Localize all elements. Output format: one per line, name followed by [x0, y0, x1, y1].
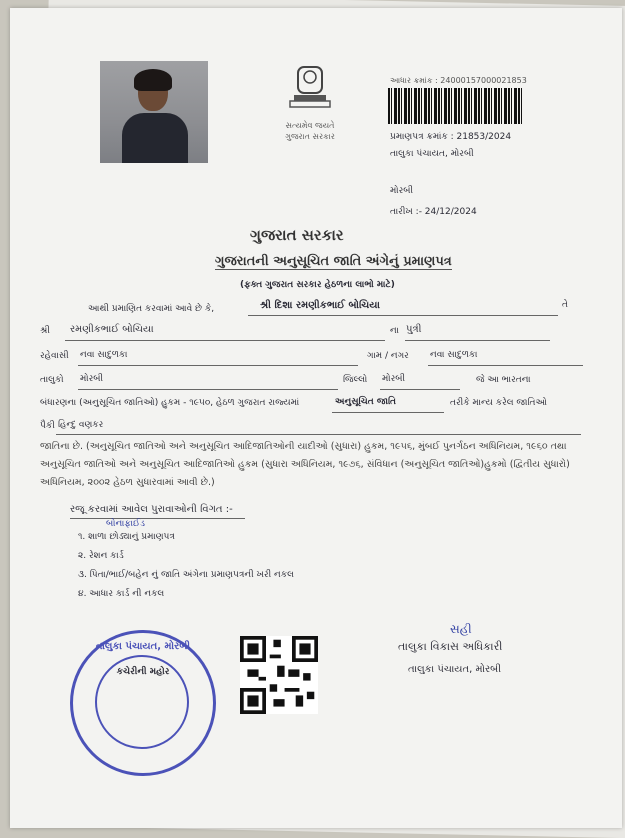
india-text: જે આ ભારતના	[476, 375, 531, 385]
barcode	[388, 88, 524, 124]
constitution-line: બંધારણના (અનુસૂચિત જાતિઓ) હુકમ - ૧૯૫૦, હેઠળ ગુજરાત રાજ્યમાં	[40, 398, 300, 408]
seal-center: કચેરીની મહોર	[116, 667, 170, 677]
evidence-item: ૨. રેશન કાર્ડ	[78, 551, 124, 561]
certificate-page	[10, 8, 622, 828]
signature: સહી	[450, 622, 472, 636]
certificate-number: પ્રમાણપત્ર ક્રમાંક : 21853/2024	[390, 132, 512, 142]
certify-prefix: આથી પ્રમાણિત કરવામાં આવે છે કે,	[88, 304, 215, 314]
district-value: મોરબી	[382, 374, 406, 384]
na-label: ના	[390, 326, 399, 336]
emblem-caption-2: ગુજરાત સરકાર	[285, 132, 335, 141]
taluka-label: તાલુકો	[40, 375, 64, 385]
resident-value: નવા સાદુળકા	[80, 350, 128, 360]
barcode-number: આધાર ક્રમાંક : 24000157000021853	[390, 76, 527, 85]
officer-title: તાલુકા વિકાસ અધિકારી	[398, 640, 503, 653]
evidence-title: રજૂ કરવામાં આવેલ પુરાવાઓની વિગત :-	[70, 504, 233, 515]
caste-category: અનુસૂચિત જાતિ	[335, 397, 396, 407]
district-label: જિલ્લો	[343, 375, 368, 385]
subheading: ગુજરાતની અનુસૂચિત જાતિ અંગેનું પ્રમાણપત્ર	[215, 254, 452, 269]
legal-paragraph: જાતિના છે. (અનુસૂચિત જાતિઓ અને અનુસૂચિત આદિજાતિઓની યાદીઓ (સુધારા) હુકમ, ૧૯૫૬, મુંબઈ પુનર્ગઠન અધિનિયમ, ૧૯૬૦ તથા અનુસૂચિત જાતિઓ અને અનુસૂચિત આદિજાતિઓ હુકમ (સુધારા અધિનિયમ, ૧૯૭૬, સંવિધાન (અનુસૂચિત જાતિઓ)હુકમો (દ્વિતીય સુધારો) અધિનિયમ, ૨૦૦૨ હેઠળ સુધારવામાં આવી છે.)	[40, 441, 570, 488]
evidence-item: ૩. પિતા/ભાઈ/બહેન નું જાતિ અંગેના પ્રમાણપત્રની ખરી નકલ	[78, 570, 294, 580]
holder-name: શ્રી દિશા રમણીકભાઈ બોચિયા	[260, 300, 380, 311]
recognized-text: તરીકે માન્ય કરેલ જાતિઓ	[450, 398, 547, 408]
place: મોરબી	[390, 186, 414, 196]
shri-label: શ્રી	[40, 326, 50, 336]
official-seal	[70, 630, 216, 776]
issuing-office: તાલુકા પંચાયત, મોરબી	[390, 149, 474, 159]
village-label: ગામ / નગર	[367, 351, 409, 361]
relation: પુત્રી	[406, 324, 422, 335]
seal-text: તાલુકા પંચાયત, મોરબી	[95, 641, 191, 652]
village-value: નવા સાદુળકા	[430, 350, 478, 360]
caste-prefix: પૈકી	[40, 421, 55, 431]
father-name: રમણીકભાઈ બોચિયા	[70, 324, 154, 335]
evidence-item: ૪. આધાર કાર્ડ ની નકલ	[78, 589, 165, 599]
caste-value: હિન્દુ વણકર	[58, 420, 104, 430]
resident-label: રહેવાસી	[40, 351, 69, 361]
te-suffix: તે	[562, 300, 568, 310]
heading: ગુજરાત સરકાર	[250, 226, 344, 244]
note: (ફક્ત ગુજરાત સરકાર હેઠળના લાભો માટે)	[240, 280, 395, 290]
evidence-handwritten-note: બોનાફાઈડ	[106, 519, 145, 529]
applicant-photo	[100, 61, 208, 163]
evidence-item: ૧. શાળા છોડ્યાનું પ્રમાણપત્ર	[78, 532, 175, 542]
state-emblem-icon	[280, 63, 340, 143]
taluka-value: મોરબી	[80, 374, 104, 384]
emblem-caption-1: સત્યમેવ જયતે	[285, 121, 335, 130]
qr-code	[240, 636, 318, 714]
issue-date: તારીખ :- 24/12/2024	[390, 207, 477, 217]
officer-office: તાલુકા પંચાયત, મોરબી	[408, 664, 502, 675]
